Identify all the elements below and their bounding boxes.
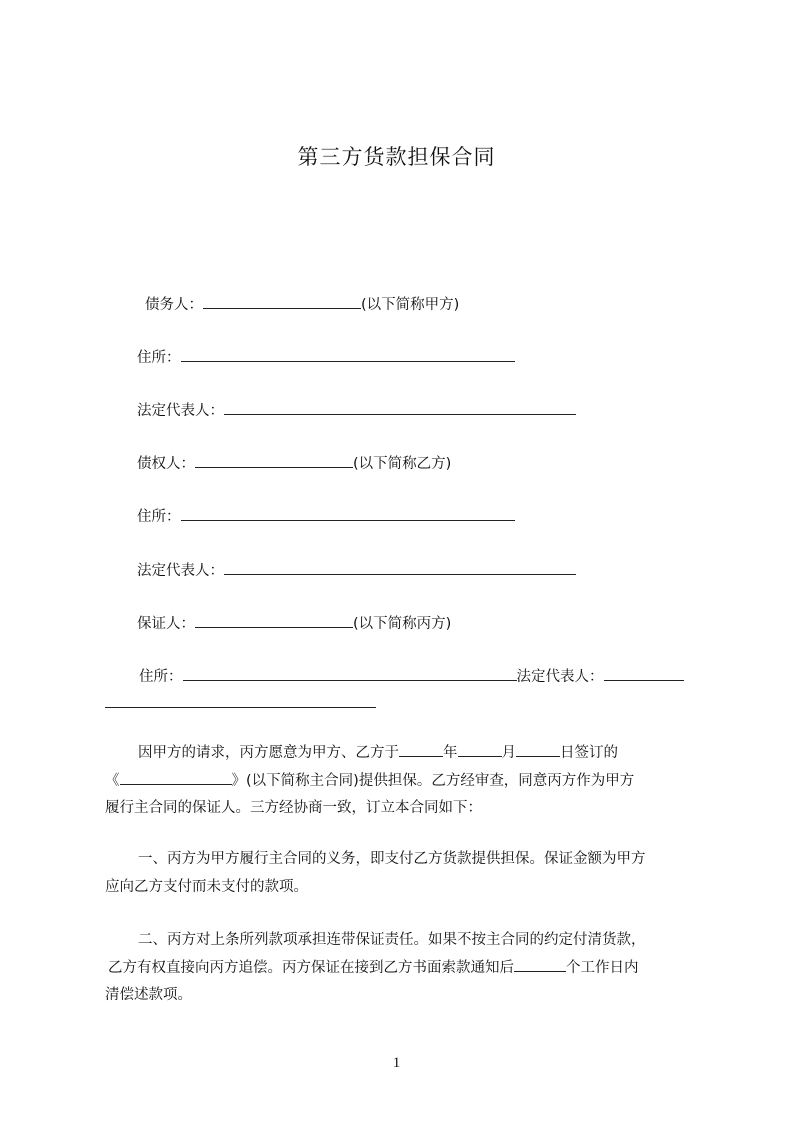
debtor-legal-rep-label: 法定代表人： [137,403,224,419]
guarantor-suffix: (以下简称丙方) [353,616,452,632]
debtor-address-line [137,346,515,368]
debtor-legal-rep-blank[interactable] [224,399,576,415]
clause-1-line-1: 一、丙方为甲方履行主合同的义务，即支付乙方货款提供担保。保证金额为甲方 [138,851,646,867]
clause-2-line-3: 清偿述款项。 [105,987,192,1003]
creditor-address-label: 住所： [137,509,181,525]
intro-paragraph [105,740,701,823]
debtor-blank[interactable] [203,293,361,309]
year-label: 年 [443,745,458,761]
guarantor-address-line [139,665,684,687]
clause-1-line-2: 应向乙方支付而未支付的款项。 [105,878,308,895]
creditor-address-blank[interactable] [181,505,515,521]
creditor-suffix: (以下简称乙方) [353,456,452,472]
creditor-legal-rep-label: 法定代表人： [137,563,224,579]
guarantor-address-blank[interactable] [183,665,517,681]
main-contract-name-blank[interactable] [120,769,232,785]
debtor-address-blank[interactable] [181,346,515,362]
intro-text-2: (以下简称主合同)提供担保。乙方经审查，同意丙方作为甲方 [246,772,635,789]
year-blank[interactable] [399,741,443,757]
creditor-legal-rep-line [137,559,576,581]
guarantor-address-label: 住所： [139,669,183,685]
clause-2 [105,927,701,1010]
guarantor-legal-rep-blank[interactable] [604,665,684,681]
intro-text-3: 履行主合同的保证人。三方经协商一致，订立本合同如下： [105,800,482,816]
book-close: 》 [231,772,246,789]
debtor-legal-rep-line [137,399,576,421]
creditor-blank[interactable] [195,452,353,468]
clause-2-line-1: 二、丙方对上条所列款项承担连带保证责任。如果不按主合同的约定付清货款， [138,932,646,948]
guarantor-legal-rep-label: 法定代表人： [516,669,604,685]
clause-2-line-2a: 乙方有权直接向丙方追偿。丙方保证在接到乙方书面索款通知后 [108,959,514,976]
guarantor-blank[interactable] [195,612,353,628]
day-signed-label: 日签订的 [560,745,618,761]
intro-text-1: 因甲方的请求，丙方愿意为甲方、乙方于 [138,745,399,761]
creditor-label: 债权人： [137,456,195,472]
guarantor-line [137,612,451,634]
document-title: 第三方货款担保合同 [297,145,496,169]
debtor-suffix: (以下简称甲方) [361,297,460,313]
working-days-blank[interactable] [514,956,566,972]
creditor-legal-rep-blank[interactable] [224,559,576,575]
guarantor-legal-rep-blank-continued[interactable] [105,692,376,708]
clause-1 [105,846,701,901]
month-blank[interactable] [458,741,502,757]
clause-2-line-2b: 个工作日内 [566,959,639,976]
month-label: 月 [501,745,516,761]
creditor-address-line [137,505,515,527]
book-open: 《 [105,772,120,789]
debtor-line [145,293,459,315]
debtor-label: 债务人： [145,297,203,313]
guarantor-label: 保证人： [137,616,195,632]
debtor-address-label: 住所： [137,350,181,366]
page-number: 1 [392,1055,401,1071]
day-blank[interactable] [516,741,560,757]
creditor-line [137,452,451,474]
